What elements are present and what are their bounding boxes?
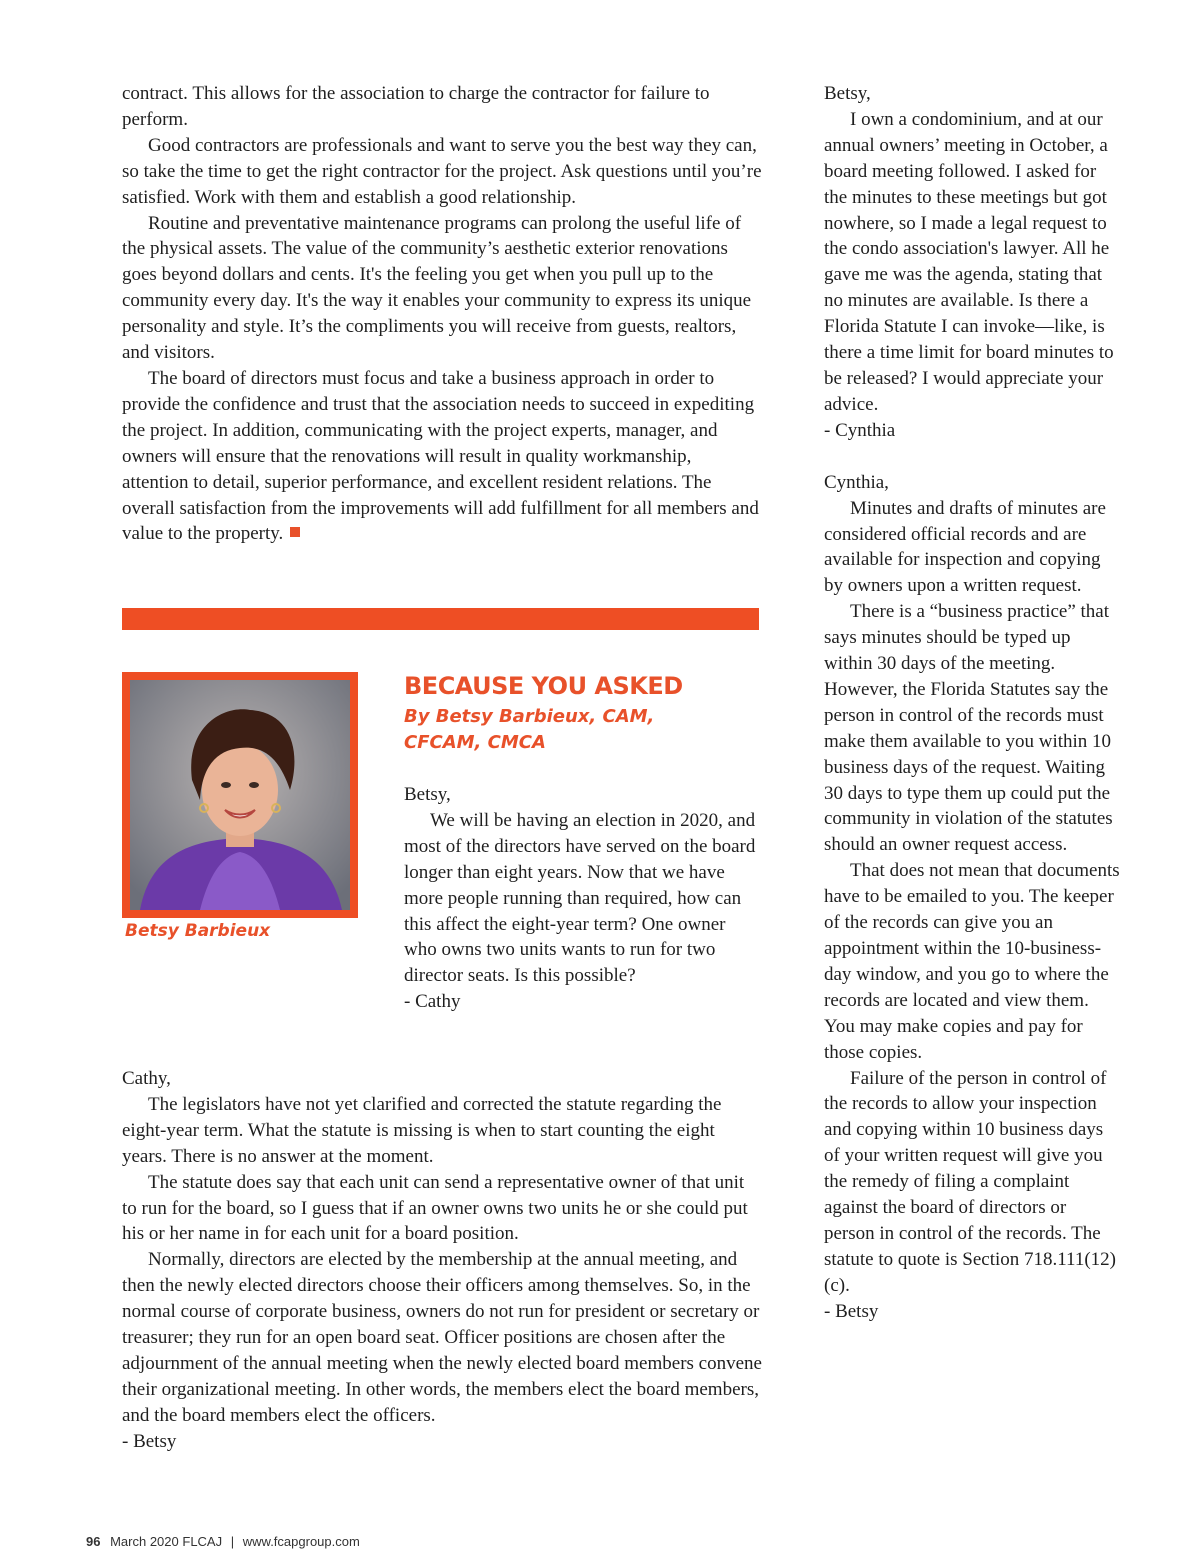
answer-paragraph: Normally, directors are elected by the membership at the annual meeting, and then the newly elected directors choose their officers among themselves. So, in the normal course of corporate business, owners do not run for president or secretary or treasurer; they run for an open board seat. Officer positions are chosen after the adjournment of the annual meeting when the newly elected board members convene their organizational meeting. In other words, the members elect the board members, and the board members elect the officers. [122,1249,762,1426]
website-link[interactable]: www.fcapgroup.com [242,1534,360,1549]
answer-paragraph: There is a “business practice” that says minutes should be typed up within 30 days of the meeting. However, the Florida Statutes say the person in control of the records must make them available to you within 10 business days of the request. Waiting 30 days to type them up could put the community in violation of the statutes should an owner request access. [824,601,1113,856]
issue-date: March 2020 [110,1534,179,1549]
author-photo-frame [122,672,358,918]
question-text: I own a condominium, and at our annual owners’ meeting in October, a board meeting followed. I asked for the minutes to these meetings but got nowhere, so I made a legal request to the condo association's lawyer. All he gave me was the agenda, stating that no minutes are available. Is there a Florida Statute I can invoke—like, is there a time limit for board minutes to be released? I would appreciate your advice. [824,108,1114,415]
section-title: BECAUSE YOU ASKED [404,672,683,700]
answer-signoff: - Betsy [122,1430,177,1452]
article-paragraph-text: The board of directors must focus and take a business approach in order to provide the confidence and trust that the association needs to succeed in expediting the project. In addition, communicating with the project experts, manager, and owners will ensure that the renovations will result in quality workmanship, attention to detail, superior performance, and excellent resident relations. The overall satisfaction from the improvements will add fulfillment for all members and value to the property. [122,367,759,545]
question-signoff: - Cynthia [824,419,896,441]
footer-separator: | [230,1534,235,1549]
spacer [824,444,1120,470]
question-greeting: Betsy, [404,784,451,805]
author-photo [130,680,350,910]
question-text: We will be having an election in 2020, and most of the directors have served on the board longer than eight years. Now that we have more people running than required, how can this affect the eight-year term? One owner who owns two units wants to run for two director seats. Is this possible? [404,809,756,987]
question-greeting: Betsy, [824,83,871,104]
article-body [122,81,762,547]
answer-paragraph: Minutes and drafts of minutes are considered official records and are available for inspection and copying by owners upon a written request. [824,497,1106,597]
answer-paragraph: The legislators have not yet clarified and corrected the statute regarding the eight-year term. What the statute is missing is when to start counting the eight years. There is no answer at the moment. [122,1093,722,1167]
section-divider-bar [122,608,759,630]
answer-letter [122,1066,762,1455]
page-number: 96 [86,1534,101,1549]
answer-paragraph: Failure of the person in control of the records to allow your inspection and copying within 10 business days of your written request will give you the remedy of filing a complaint against the board of directors or person in control of the records. The statute to quote is Section 718.111(12)(c). [824,1067,1116,1296]
article-paragraph: contract. This allows for the association to charge the contractor for failure to perform. [122,83,710,130]
publication-name: FLCAJ [182,1534,223,1549]
answer-greeting: Cynthia, [824,471,889,493]
answer-paragraph: The statute does say that each unit can send a representative owner of that unit to run for the board, so I guess that if an owner owns two units he or she could put his or her name in for each unit for a board position. [122,1171,748,1245]
article-paragraph: Routine and preventative maintenance programs can prolong the useful life of the physical assets. The value of the community’s aesthetic exterior renovations goes beyond dollars and cents. It's the feeling you get when you pull up to the community every day. It's the way it enables your community to express its unique personality and style. It’s the compliments you will receive from guests, realtors, and visitors. [122,212,752,364]
right-column [824,81,1120,1325]
article-paragraph: Good contractors are professionals and want to serve you the best way they can, so take the time to get the right contractor for the project. Ask questions until you’re satisfied. Work with them and establish a good relationship. [122,134,762,208]
end-of-article-mark [290,527,300,537]
article-paragraph [122,366,762,547]
photo-caption: Betsy Barbieux [125,921,271,941]
page-footer [86,1534,360,1549]
question-letter [404,782,762,1015]
byline: By Betsy Barbieux, CAM, CFCAM, CMCA [404,706,655,753]
answer-paragraph: That does not mean that documents have to be emailed to you. The keeper of the records can give you an appointment within the 10-business-day window, and you go to where the records are located and view them. You may make copies and pay for those copies. [824,860,1120,1063]
answer-signoff: - Betsy [824,1300,879,1322]
answer-greeting: Cathy, [122,1068,171,1089]
question-signoff: - Cathy [404,991,461,1013]
